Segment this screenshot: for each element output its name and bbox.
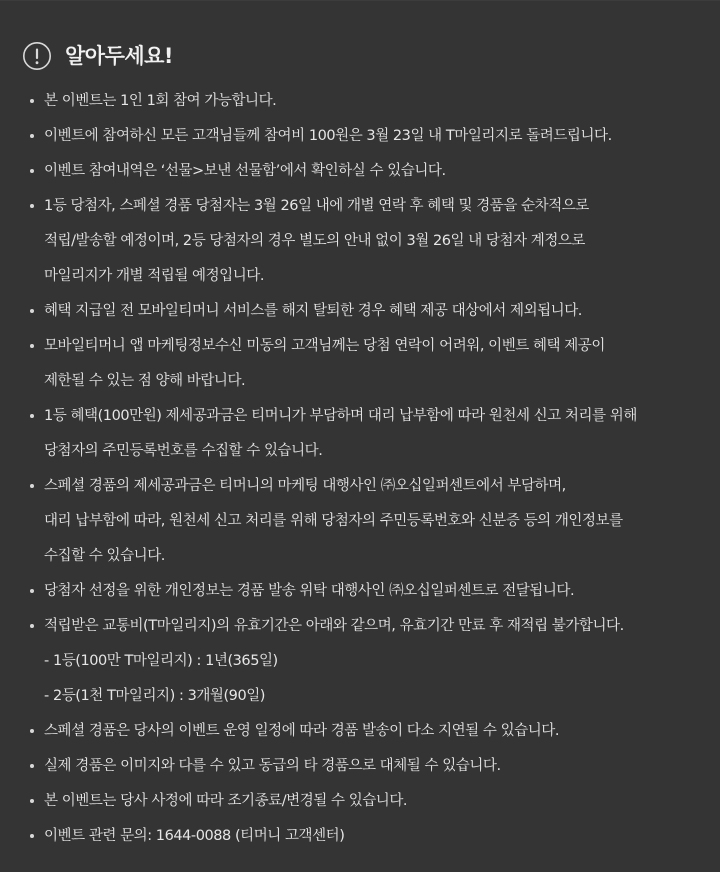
notice-item-text: 대리 납부함에 따라, 원천세 신고 처리를 위해 당첨자의 주민등록번호와 신분증 등의 개인정보를	[44, 513, 623, 529]
bullet-dot	[30, 134, 34, 138]
notice-item-text: 당첨자 선정을 위한 개인정보는 경품 발송 위탁 대행사인 ㈜오십일퍼센트로 전달됩니다.	[44, 583, 575, 599]
notice-item	[0, 399, 720, 469]
notice-item-text: 본 이벤트는 당사 사정에 따라 조기종료/변경될 수 있습니다.	[44, 793, 408, 809]
notice-item	[0, 714, 720, 749]
bullet-dot	[30, 729, 34, 733]
notice-item	[0, 469, 720, 574]
notice-item-text: 1등 혜택(100만원) 제세공과금은 티머니가 부담하며 대리 납부함에 따라 원천세 신고 처리를 위해	[44, 408, 637, 424]
notice-item	[0, 154, 720, 189]
notice-list	[0, 84, 720, 854]
bullet-dot	[30, 764, 34, 768]
notice-item-text: 1등 당첨자, 스페셜 경품 당첨자는 3월 26일 내에 개별 연락 후 혜택 및 경품을 순차적으로	[44, 198, 589, 214]
bullet-dot	[30, 484, 34, 488]
notice-title: 알아두세요!	[65, 44, 174, 68]
bullet-dot	[30, 169, 34, 173]
bullet-dot	[30, 204, 34, 208]
exclamation-circle-icon	[22, 41, 52, 71]
notice-item	[0, 84, 720, 119]
notice-item-text: 적립받은 교통비(T마일리지)의 유효기간은 아래와 같으며, 유효기간 만료 후 재적립 불가합니다.	[44, 618, 624, 634]
notice-item-text: 실제 경품은 이미지와 다를 수 있고 동급의 타 경품으로 대체될 수 있습니다.	[44, 758, 501, 774]
bullet-dot	[30, 834, 34, 838]
bullet-dot	[30, 99, 34, 103]
notice-item-text: 마일리지가 개별 적립될 예정입니다.	[44, 268, 264, 284]
notice-item-text: 이벤트 관련 문의: 1644-0088 (티머니 고객센터)	[44, 828, 345, 844]
bullet-dot	[30, 414, 34, 418]
notice-item	[0, 609, 720, 714]
notice-item	[0, 749, 720, 784]
notice-item-text: - 2등(1천 T마일리지) : 3개월(90일)	[44, 688, 265, 704]
bullet-dot	[30, 344, 34, 348]
bullet-dot	[30, 624, 34, 628]
notice-item-text: 모바일티머니 앱 마케팅정보수신 미동의 고객님께는 당첨 연락이 어려워, 이벤트 혜택 제공이	[44, 338, 605, 354]
notice-item-text: 본 이벤트는 1인 1회 참여 가능합니다.	[44, 93, 277, 109]
notice-item	[0, 784, 720, 819]
bullet-dot	[30, 589, 34, 593]
bullet-dot	[30, 309, 34, 313]
notice-item-text: 스페셜 경품은 당사의 이벤트 운영 일정에 따라 경품 발송이 다소 지연될 수 있습니다.	[44, 723, 560, 739]
notice-item-text: - 1등(100만 T마일리지) : 1년(365일)	[44, 653, 278, 669]
notice-item	[0, 574, 720, 609]
notice-item-text: 당첨자의 주민등록번호를 수집할 수 있습니다.	[44, 443, 323, 459]
notice-item	[0, 329, 720, 399]
bullet-dot	[30, 799, 34, 803]
notice-item-text: 적립/발송할 예정이며, 2등 당첨자의 경우 별도의 안내 없이 3월 26일 내 당첨자 계정으로	[44, 233, 585, 249]
notice-header	[22, 38, 173, 74]
notice-item	[0, 119, 720, 154]
notice-item	[0, 189, 720, 294]
notice-item-text: 이벤트 참여내역은 ‘선물>보낸 선물함’에서 확인하실 수 있습니다.	[44, 163, 446, 179]
notice-item-text: 제한될 수 있는 점 양해 바랍니다.	[44, 373, 246, 389]
notice-item-text: 수집할 수 있습니다.	[44, 548, 165, 564]
notice-item-text: 혜택 지급일 전 모바일티머니 서비스를 해지 탈퇴한 경우 혜택 제공 대상에서 제외됩니다.	[44, 303, 582, 319]
notice-item-text: 스페셜 경품의 제세공과금은 티머니의 마케팅 대행사인 ㈜오십일퍼센트에서 부담하며,	[44, 478, 566, 494]
notice-item-text: 이벤트에 참여하신 모든 고객님들께 참여비 100원은 3월 23일 내 T마일리지로 돌려드립니다.	[44, 128, 612, 144]
notice-item	[0, 819, 720, 854]
notice-item	[0, 294, 720, 329]
